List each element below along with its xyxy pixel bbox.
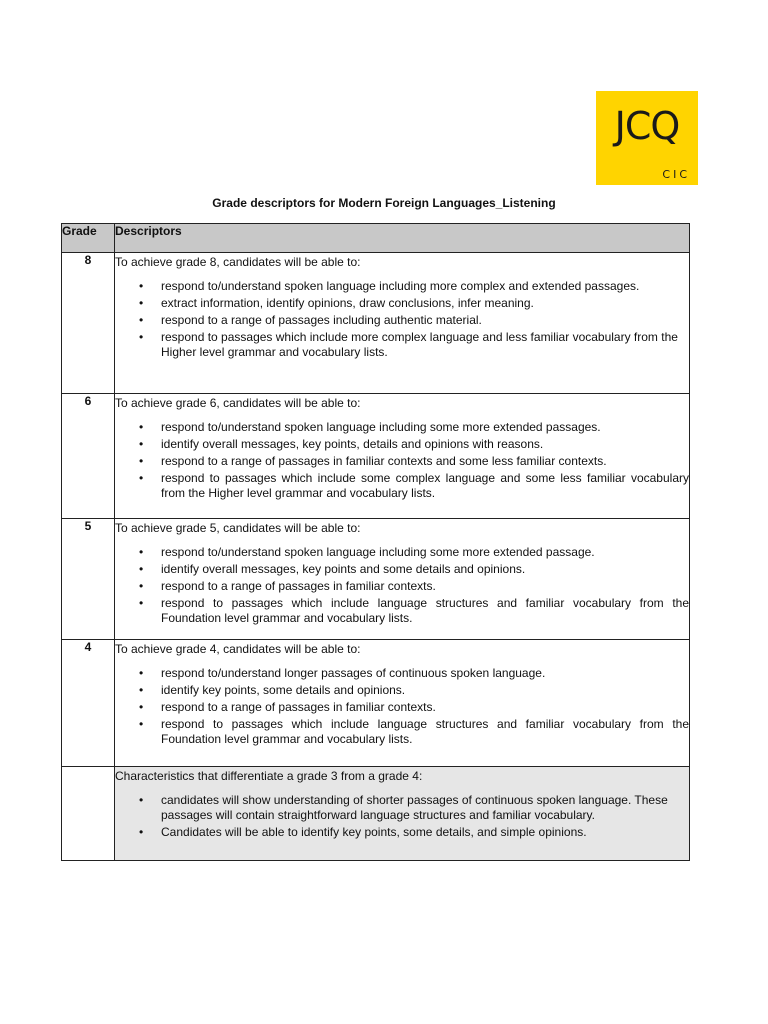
bullet-text: respond to a range of passages in familiar contexts. [161,579,436,593]
bullet-text: identify key points, some details and opinions. [161,683,406,697]
descriptor-intro: To achieve grade 6, candidates will be able to: [115,396,361,410]
bullet-icon: • [139,471,144,485]
table-header-row [62,224,690,253]
logo-wordmark: JCQ [614,104,680,148]
list-item [115,596,689,626]
bullet-icon: • [139,313,144,327]
bullet-text: respond to a range of passages in familiar contexts and some less familiar contexts. [161,454,607,468]
descriptor-cell [115,394,690,519]
descriptor-intro: To achieve grade 8, candidates will be able to: [115,255,361,269]
bullet-text: respond to passages which include language structures and familiar vocabulary from the Foundation level grammar and vocabulary lists. [161,596,689,625]
bullet-icon: • [139,579,144,593]
table-row [62,253,690,394]
bullet-icon: • [139,296,144,310]
bullet-list [115,793,689,840]
list-item [115,545,689,560]
bullet-list [115,279,689,360]
list-item [115,279,689,294]
bullet-text: respond to/understand longer passages of continuous spoken language. [161,666,546,680]
descriptor-cell [115,767,690,861]
header-grade: Grade [62,224,115,253]
bullet-icon: • [139,330,144,344]
grade-cell: 6 [62,394,115,519]
bullet-list [115,666,689,747]
list-item [115,793,689,823]
bullet-list [115,420,689,501]
document-title: Grade descriptors for Modern Foreign Languages_Listening [212,196,556,210]
list-item [115,420,689,435]
bullet-icon: • [139,279,144,293]
list-item [115,579,689,594]
bullet-icon: • [139,717,144,731]
bullet-icon: • [139,700,144,714]
bullet-text: respond to/understand spoken language including more complex and extended passages. [161,279,640,293]
table-row [62,394,690,519]
bullet-text: identify overall messages, key points, details and opinions with reasons. [161,437,544,451]
list-item [115,717,689,747]
bullet-icon: • [139,825,144,839]
bullet-icon: • [139,666,144,680]
list-item [115,471,689,501]
table-row [62,519,690,640]
jcq-logo [596,91,698,185]
bullet-list [115,545,689,626]
bullet-icon: • [139,545,144,559]
bullet-text: respond to/understand spoken language including some more extended passage. [161,545,595,559]
list-item [115,666,689,681]
grade-descriptor-table [61,223,690,861]
grade-cell: 5 [62,519,115,640]
descriptor-intro: To achieve grade 5, candidates will be able to: [115,521,361,535]
bullet-icon: • [139,562,144,576]
logo-subtext: CIC [662,168,690,181]
grade-cell: 8 [62,253,115,394]
list-item [115,700,689,715]
descriptor-cell [115,253,690,394]
list-item [115,454,689,469]
table-row [62,640,690,767]
bullet-icon: • [139,683,144,697]
list-item [115,825,689,840]
bullet-text: respond to passages which include some complex language and some less familiar vocabulary from the Higher level grammar and vocabulary lists. [161,471,689,500]
descriptor-cell [115,519,690,640]
descriptor-intro: Characteristics that differentiate a grade 3 from a grade 4: [115,769,423,783]
bullet-text: respond to passages which include language structures and familiar vocabulary from the Foundation level grammar and vocabulary lists. [161,717,689,746]
list-item [115,437,689,452]
bullet-text: Candidates will be able to identify key points, some details, and simple opinions. [161,825,587,839]
table-row [62,767,690,861]
bullet-icon: • [139,793,144,807]
grade-cell [62,767,115,861]
bullet-text: identify overall messages, key points and some details and opinions. [161,562,526,576]
list-item [115,683,689,698]
bullet-icon: • [139,454,144,468]
list-item [115,313,689,328]
list-item [115,562,689,577]
list-item [115,330,689,360]
bullet-icon: • [139,437,144,451]
bullet-text: respond to a range of passages including authentic material. [161,313,482,327]
bullet-text: extract information, identify opinions, draw conclusions, infer meaning. [161,296,534,310]
bullet-icon: • [139,420,144,434]
bullet-text: candidates will show understanding of shorter passages of continuous spoken language. These passages will contain straightforward language structures and familiar vocabulary. [161,793,668,822]
bullet-text: respond to passages which include more complex language and less familiar vocabulary from the Higher level grammar and vocabulary lists. [161,330,678,359]
bullet-text: respond to a range of passages in familiar contexts. [161,700,436,714]
grade-cell: 4 [62,640,115,767]
descriptor-cell [115,640,690,767]
descriptor-intro: To achieve grade 4, candidates will be able to: [115,642,361,656]
bullet-icon: • [139,596,144,610]
list-item [115,296,689,311]
bullet-text: respond to/understand spoken language including some more extended passages. [161,420,601,434]
header-descriptors: Descriptors [115,224,690,253]
